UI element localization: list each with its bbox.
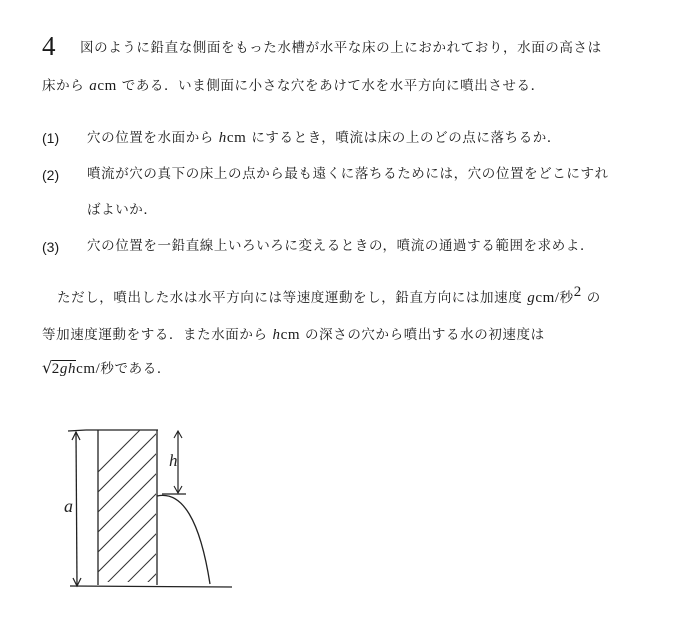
note-line-2-b: の深さの穴から噴出する水の初速度は [300,327,545,343]
note-line-2 [42,328,545,343]
sqrt-variable: gh [59,361,77,377]
var-h: h [272,327,281,343]
dimension-a-top-tick [68,430,86,431]
note-line-2-a: 等加速度運動をする．また水面から [42,327,273,343]
note-line-1-a: ただし，噴出した水は水平方向には等速度運動をし，鉛直方向には加速度 [57,290,528,306]
unit-cm-per: cm/ [76,361,101,377]
water-jet-curve [157,495,210,584]
label-h: h [169,451,178,470]
tank-figure [60,420,260,604]
note-line-1-b: の [581,290,601,306]
note-line-3-b: である． [114,361,171,377]
dimension-a-line [76,432,77,586]
note-line-1 [57,284,601,306]
unit-cm-per: cm/ [535,290,560,306]
var-a: a [89,78,98,94]
sqrt-expression [42,360,76,377]
unit-cm: cm [280,327,301,343]
question-2-text-line-2: ばよいか． [87,202,158,218]
question-1-text [87,131,561,146]
q1-text-b: にするとき，噴流は床の上のどの点に落ちるか． [246,130,561,146]
sqrt-radicand [52,360,76,377]
problem-number: 4 [42,31,56,61]
question-3-label: (3) [42,239,60,255]
label-a: a [64,496,73,516]
var-h: h [218,130,227,146]
note-line-3 [42,360,171,377]
water-hatching [90,420,160,600]
question-2-label: (2) [42,167,60,183]
sqrt-number: 2 [51,361,60,377]
intro-line-1: 図のように鉛直な側面をもった水槽が水平な床の上におかれており，水面の高さは [80,40,602,56]
question-3-text: 穴の位置を一鉛直線上いろいろに変えるときの，噴流の通過する範囲を求めよ． [87,238,595,254]
unit-second: 秒 [559,290,574,306]
question-2-text-line-1: 噴流が穴の真下の床上の点から最も遠くに落ちるためには，穴の位置をどこにすれ [87,166,609,182]
exponent-2: 2 [573,284,582,300]
unit-cm: cm [226,130,247,146]
floor-line [70,586,232,587]
unit-cm: cm [97,78,117,94]
intro-line-2-a: 床から [42,78,90,94]
tank-diagram [60,420,260,600]
question-1-label: (1) [42,130,60,146]
intro-line-2-b: である．いま側面に小さな穴をあけて水を水平方向に噴出させる． [116,78,545,94]
sqrt-sign-icon: √ [42,358,53,377]
unit-second: 秒 [100,361,115,377]
intro-line-2 [42,79,545,94]
var-g: g [527,290,536,306]
q1-text-a: 穴の位置を水面から [87,130,219,146]
